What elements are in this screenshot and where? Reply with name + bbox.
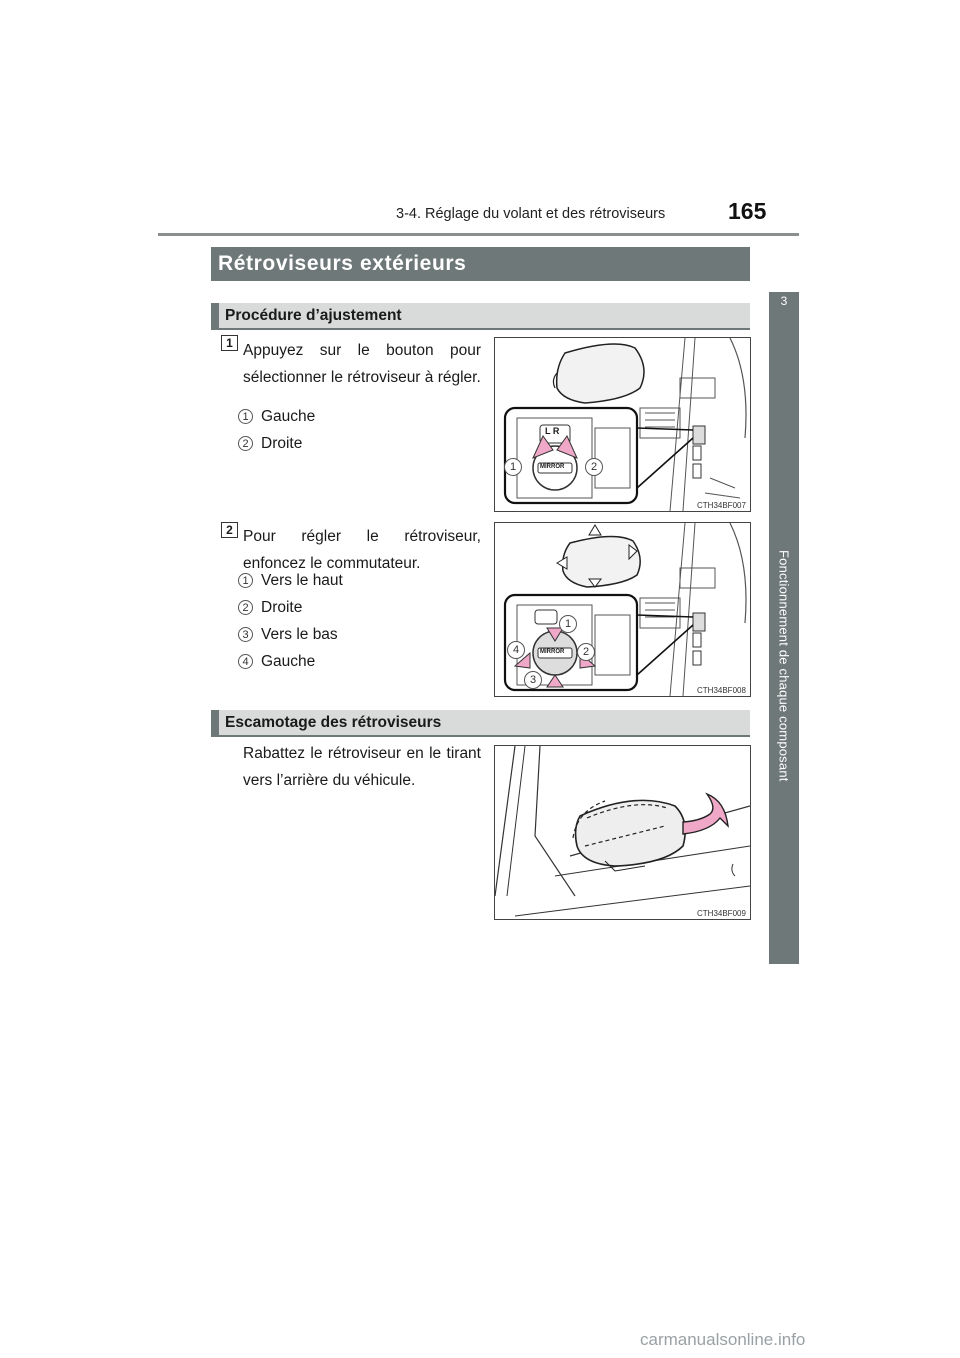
item-label-left: Gauche (261, 408, 316, 425)
chapter-number: 3 (780, 294, 788, 308)
item-label-down: Vers le bas (261, 626, 338, 643)
mirror-label: MIRROR (540, 649, 565, 655)
callout-2: 2 (577, 643, 595, 661)
chapter-title-text: Fonctionnement de chaque composant (776, 550, 792, 782)
watermark: carmanualsonline.info (640, 1330, 806, 1349)
item-label-left: Gauche (261, 653, 316, 670)
subheading-fold: Escamotage des rétroviseurs (211, 710, 750, 736)
item-number: 4 (238, 654, 253, 669)
step1-text: Appuyez sur le bouton pour sélectionner le rétroviseur à régler. (243, 342, 481, 386)
figure-code: CTH34BF008 (697, 686, 746, 695)
figure-mirror-fold (494, 745, 751, 920)
fold-text: Rabattez le rétroviseur en le tirant vers l’arrière du véhicule. (243, 745, 481, 789)
callout-3: 3 (524, 671, 542, 689)
step-number-2: 2 (221, 522, 238, 538)
running-header: 3-4. Réglage du volant et des rétroviseurs (396, 206, 666, 222)
callout-4: 4 (507, 641, 525, 659)
step2-text: Pour régler le rétroviseur, enfoncez le commutateur. (243, 528, 481, 572)
subheading-adjust: Procédure d’ajustement (211, 303, 750, 329)
item-label-right: Droite (261, 435, 303, 452)
item-number: 1 (238, 573, 253, 588)
callout-2: 2 (585, 458, 603, 476)
figure-mirror-adjust (494, 522, 751, 697)
chapter-title (769, 550, 799, 810)
item-label-right: Droite (261, 599, 303, 616)
lr-switch-label: L R (545, 426, 560, 436)
item-number: 2 (238, 436, 253, 451)
callout-1: 1 (559, 615, 577, 633)
section-title: Rétroviseurs extérieurs (211, 247, 750, 281)
callout-1: 1 (504, 458, 522, 476)
figure-code: CTH34BF009 (697, 909, 746, 918)
figure-code: CTH34BF007 (697, 501, 746, 510)
item-number: 3 (238, 627, 253, 642)
mirror-label: MIRROR (540, 464, 565, 470)
subheading-rule (211, 328, 750, 330)
header-rule (158, 233, 799, 236)
figure-mirror-select (494, 337, 751, 512)
item-number: 2 (238, 600, 253, 615)
page-number: 165 (728, 198, 767, 224)
item-label-up: Vers le haut (261, 572, 343, 589)
item-number: 1 (238, 409, 253, 424)
step-number-1: 1 (221, 335, 238, 351)
subheading-rule (211, 735, 750, 737)
